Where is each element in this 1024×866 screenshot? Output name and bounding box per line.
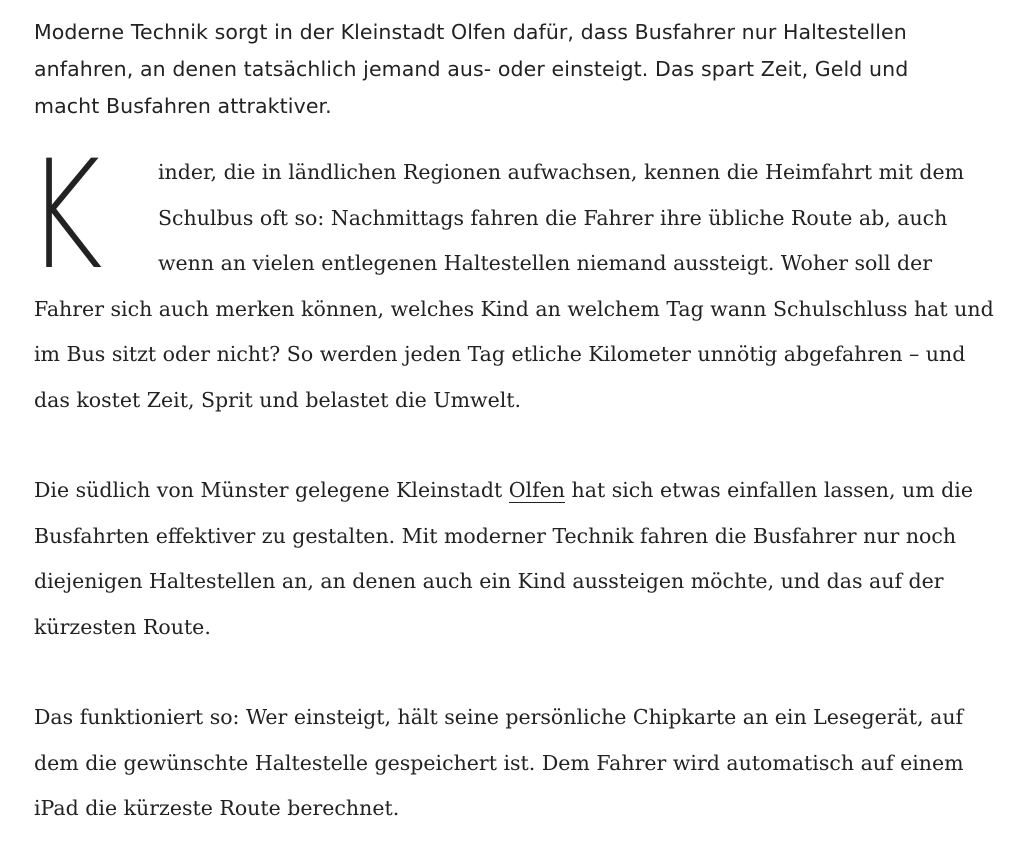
paragraph-2-after: hat sich etwas einfallen lassen, um die Busfahrten effektiver zu gestalten. Mit moderner Technik fahren die Busfahrer nur noch diejenigen Haltestellen an, an denen auch ein Kind aussteigen möchte, und das auf der kürzesten Route. — [34, 478, 973, 639]
olfen-link[interactable]: Olfen — [508, 478, 566, 502]
paragraph-1-text: inder, die in ländlichen Regionen aufwachsen, kennen die Heimfahrt mit dem Schulbus oft so: Nachmittags fahren die Fahrer ihre übliche Route ab, auch wenn an vielen entlegenen Haltestellen niemand aussteigt. Woher soll der Fahrer sich auch merken können, welches Kind an welchem Tag wann Schulschluss hat und im Bus sitzt oder nicht? So werden jeden Tag etliche Kilometer unnötig abgefahren – und das kostet Zeit, Sprit und belastet die Umwelt. — [34, 160, 994, 412]
drop-cap: K — [26, 129, 103, 303]
paragraph-2-before: Die südlich von Münster gelegene Kleinstadt — [34, 478, 509, 502]
paragraph-1 — [26, 129, 1006, 423]
article-teaser: Moderne Technik sorgt in der Kleinstadt Olfen dafür, dass Busfahrer nur Haltestellen anfahren, an denen tatsächlich jemand aus- oder einsteigt. Das spart Zeit, Geld und macht Busfahren attraktiver. — [34, 20, 909, 118]
paragraph-3: Das funktioniert so: Wer einsteigt, hält seine persönliche Chipkarte an ein Lesegerät, auf dem die gewünschte Haltestelle gespeichert ist. Dem Fahrer wird automatisch auf einem iPad die kürzeste Route berechnet. — [34, 705, 964, 820]
paragraph-2 — [34, 468, 1006, 650]
article — [26, 14, 1006, 832]
